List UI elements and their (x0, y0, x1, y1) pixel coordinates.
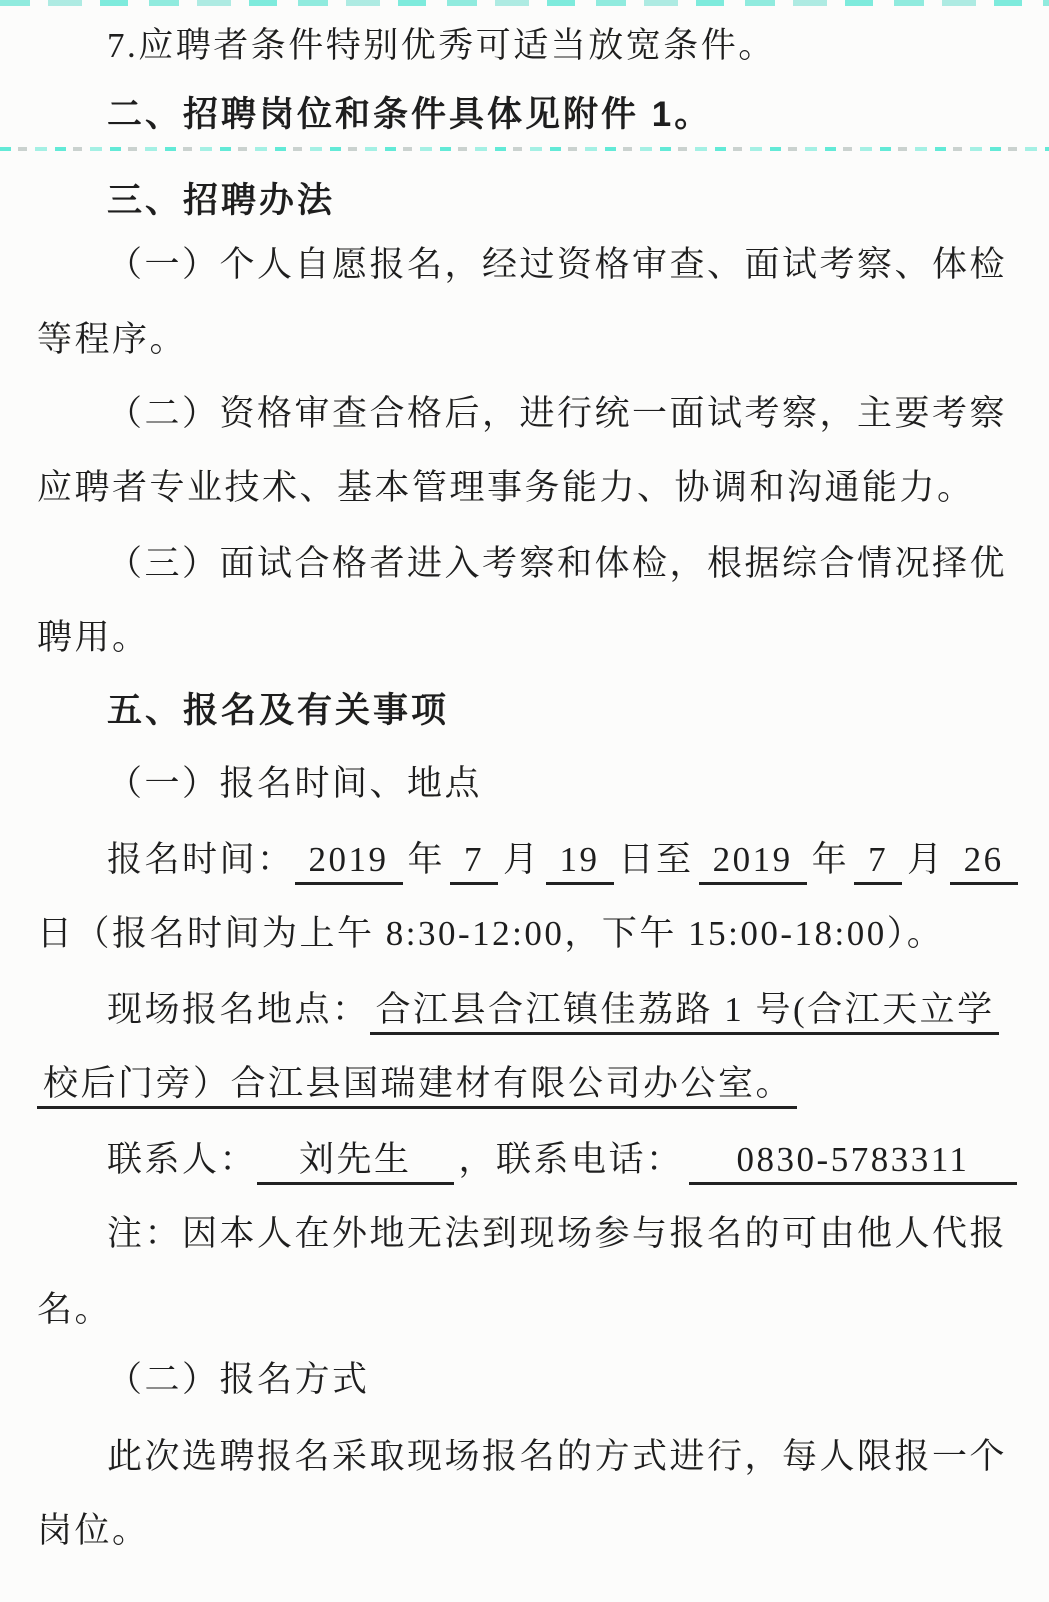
note-line-2: 名。 (37, 1290, 113, 1329)
unit-year: 年 (407, 840, 446, 879)
apply-method-line-1: 此次选聘报名采取现场报名的方式进行，每人限报一个 (107, 1437, 1008, 1476)
signup-time-line-2: 日（报名时间为上午 8:30-12:00，下午 15:00-18:00）。 (37, 914, 945, 953)
blank-place-part-1: 合江县合江镇佳荔路 1 号(合江天立学 (370, 991, 999, 1035)
clause-7-line: 7.应聘者条件特别优秀可适当放宽条件。 (107, 26, 776, 65)
apply-method-line-2: 岗位。 (37, 1511, 150, 1550)
heading-section-3: 三、招聘办法 (107, 181, 336, 220)
top-edge-highlight-artifact (0, 0, 1049, 6)
note-line-1: 注：因本人在外地无法到现场参与报名的可由他人代报 (107, 1214, 1008, 1253)
blank-start-month: 7 (450, 841, 498, 885)
method-item-3-line-1: （三）面试合格者进入考察和体检，根据综合情况择优 (107, 544, 1008, 583)
contact-line (37, 1138, 1049, 1185)
signup-place-line-2 (37, 1062, 1013, 1109)
method-item-3-line-2: 聘用。 (37, 618, 150, 657)
signup-place-line-1 (37, 988, 1049, 1035)
heading-section-5: 五、报名及有关事项 (107, 691, 450, 730)
page-break-dashed-line (0, 147, 1049, 151)
date-range-connector: 日至 (618, 840, 694, 879)
signup-time-line (37, 838, 1049, 885)
blank-place-part-2: 校后门旁）合江县国瑞建材有限公司办公室。 (37, 1065, 797, 1109)
blank-end-day: 26 (950, 841, 1018, 885)
blank-contact-name: 刘先生 (257, 1141, 454, 1185)
method-item-2-line-1: （二）资格审查合格后，进行统一面试考察，主要考察 (107, 394, 1008, 433)
contact-phone-label: ，联系电话： (458, 1140, 684, 1179)
blank-end-month: 7 (854, 841, 902, 885)
unit-month: 月 (503, 840, 541, 879)
unit-year-2: 年 (811, 840, 850, 879)
heading-section-2: 二、招聘岗位和条件具体见附件 1。 (107, 95, 713, 134)
contact-label: 联系人： (107, 1140, 258, 1179)
signup-time-label: 报名时间： (107, 840, 295, 879)
method-item-1-line-1: （一）个人自愿报名，经过资格审查、面试考察、体检 (107, 245, 1008, 284)
method-item-2-line-2: 应聘者专业技术、基本管理事务能力、协调和沟通能力。 (37, 468, 975, 507)
blank-contact-phone: 0830-5783311 (689, 1141, 1018, 1185)
subheading-time-place: （一）报名时间、地点 (107, 764, 483, 803)
blank-end-year: 2019 (699, 841, 807, 885)
method-item-1-line-2: 等程序。 (37, 320, 188, 359)
blank-start-year: 2019 (295, 841, 403, 885)
blank-start-day: 19 (546, 841, 614, 885)
unit-month-2: 月 (907, 840, 945, 879)
signup-place-label: 现场报名地点： (107, 990, 370, 1029)
subheading-apply-method: （二）报名方式 (107, 1360, 370, 1399)
